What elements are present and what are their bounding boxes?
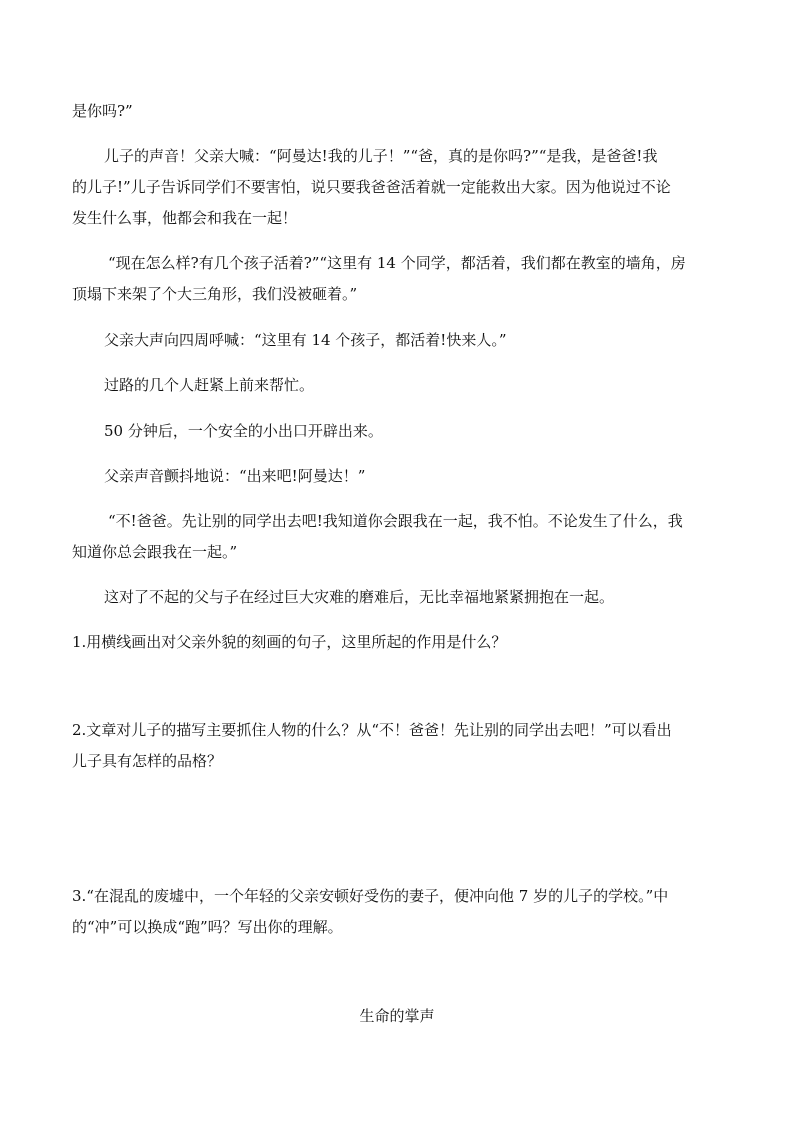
text-line-13: 这对了不起的父与子在经过巨大灾难的磨难后，无比幸福地紧紧拥抱在一起。	[104, 588, 615, 606]
text-line-4: 发生什么事，他都会和我在一起！	[72, 209, 298, 227]
text-line-10: 父亲声音颤抖地说：“出来吧!阿曼达！”	[104, 467, 366, 485]
text-line-12: 知道你总会跟我在一起。”	[72, 543, 238, 561]
question-3-line-1: 3.“在混乱的废墟中，一个年轻的父亲安顿好受伤的妻子，便冲向他 7 岁的儿子的学校。”中	[72, 887, 669, 905]
text-line-9: 50 分钟后，一个安全的小出口开辟出来。	[104, 422, 383, 440]
question-2-line-2: 儿子具有怎样的品格？	[72, 752, 223, 770]
text-line-7: 父亲大声向四周呼喊：“这里有 14 个孩子，都活着!快来人。”	[104, 331, 507, 349]
text-line-2: 儿子的声音！父亲大喊：“阿曼达!我的儿子！”“爸，真的是你吗?”“是我，是爸爸!我	[104, 147, 658, 165]
text-line-6: 顶塌下来架了个大三角形，我们没被砸着。”	[72, 285, 358, 303]
text-line-11: “不!爸爸。先让别的同学出去吧!我知道你会跟我在一起，我不怕。不论发生了什么，我	[108, 512, 683, 530]
question-3-line-2: 的“冲”可以换成“跑”吗？写出你的理解。	[72, 918, 343, 936]
question-1: 1.用横线画出对父亲外貌的刻画的句子，这里所起的作用是什么？	[72, 633, 507, 651]
text-line-8: 过路的几个人赶紧上前来帮忙。	[104, 376, 315, 394]
question-2-line-1: 2.文章对儿子的描写主要抓住人物的什么？从“不！爸爸！先让别的同学出去吧！”可以看出	[72, 721, 672, 739]
text-line-5: “现在怎么样?有几个孩子活着?”“这里有 14 个同学，都活着，我们都在教室的墙角，房	[108, 254, 686, 272]
next-section-title: 生命的掌声	[359, 1007, 435, 1025]
text-line-3: 的儿子!”儿子告诉同学们不要害怕，说只要我爸爸活着就一定能救出大家。因为他说过不论	[72, 178, 671, 196]
text-line-1: 是你吗?”	[72, 102, 133, 120]
